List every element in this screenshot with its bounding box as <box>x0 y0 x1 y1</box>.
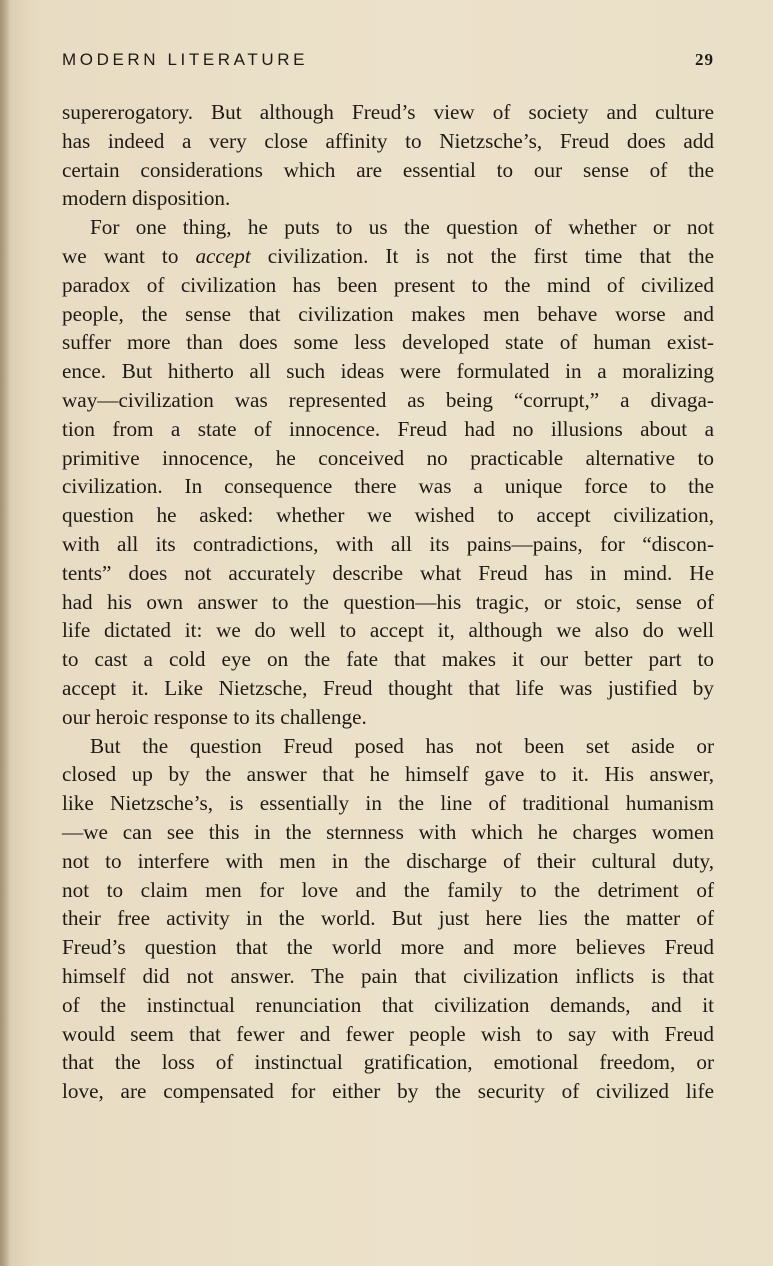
text-line: people, the sense that civilization makes men behave worse and <box>62 301 714 326</box>
page-number: 29 <box>695 50 714 69</box>
body-text <box>62 98 714 1106</box>
text-line <box>62 242 714 271</box>
running-head <box>62 50 714 76</box>
text-line: For one thing, he puts to us the question of whether or not <box>90 215 714 240</box>
text-run: we want to <box>62 243 196 268</box>
text-line: their free activity in the world. But just here lies the matter of <box>62 906 714 931</box>
text-line: —we can see this in the sternness with which he charges women <box>62 819 714 844</box>
text-line: way—civilization was represented as being “corrupt,” a divaga- <box>62 387 714 412</box>
text-line: love, are compensated for either by the security of civilized life <box>62 1079 714 1104</box>
text-line: suffer more than does some less developed state of human exist- <box>62 330 714 355</box>
text-line: himself did not answer. The pain that civilization inflicts is that <box>62 963 714 988</box>
text-line: primitive innocence, he conceived no practicable alternative to <box>62 445 714 470</box>
text-line: that the loss of instinctual gratification, emotional freedom, or <box>62 1050 714 1075</box>
text-line: civilization. In consequence there was a unique force to the <box>62 474 714 499</box>
running-head-title: MODERN LITERATURE <box>62 50 309 69</box>
text-line: supererogatory. But although Freud’s view of society and culture <box>62 100 714 124</box>
text-line: closed up by the answer that he himself gave to it. His answer, <box>62 762 714 787</box>
spine-shadow <box>0 0 10 1266</box>
text-line: ence. But hitherto all such ideas were formulated in a moralizing <box>62 359 714 384</box>
text-line: life dictated it: we do well to accept it, although we also do well <box>62 618 714 643</box>
text-line: paradox of civilization has been present to the mind of civilized <box>62 272 714 297</box>
text-line: to cast a cold eye on the fate that makes it our better part to <box>62 647 714 672</box>
text-run: civilization. It is not the first time that the <box>250 243 714 268</box>
text-line: But the question Freud posed has not been set aside or <box>90 733 714 758</box>
text-line: with all its contradictions, with all its pains—pains, for “discon- <box>62 531 714 556</box>
text-line: certain considerations which are essential to our sense of the <box>62 157 714 182</box>
text-line: our heroic response to its challenge. <box>62 704 367 729</box>
text-line: had his own answer to the question—his tragic, or stoic, sense of <box>62 589 714 614</box>
text-line: tion from a state of innocence. Freud had no illusions about a <box>62 416 714 441</box>
text-line: of the instinctual renunciation that civilization demands, and it <box>62 992 714 1017</box>
text-line: modern disposition. <box>62 186 231 211</box>
text-line: like Nietzsche’s, is essentially in the line of traditional humanism <box>62 791 714 816</box>
text-line: not to interfere with men in the discharge of their cultural duty, <box>62 848 714 873</box>
text-line: tents” does not accurately describe what Freud has in mind. He <box>62 560 714 585</box>
emphasis-accept: accept <box>195 243 251 268</box>
text-line: would seem that fewer and fewer people wish to say with Freud <box>62 1021 714 1046</box>
text-line: accept it. Like Nietzsche, Freud thought that life was justified by <box>62 675 714 700</box>
text-line: Freud’s question that the world more and more believes Freud <box>62 935 714 960</box>
text-line: not to claim men for love and the family to the detriment of <box>62 877 714 902</box>
text-line: question he asked: whether we wished to accept civilization, <box>62 503 714 528</box>
text-line: has indeed a very close affinity to Nietzsche’s, Freud does add <box>62 128 714 153</box>
